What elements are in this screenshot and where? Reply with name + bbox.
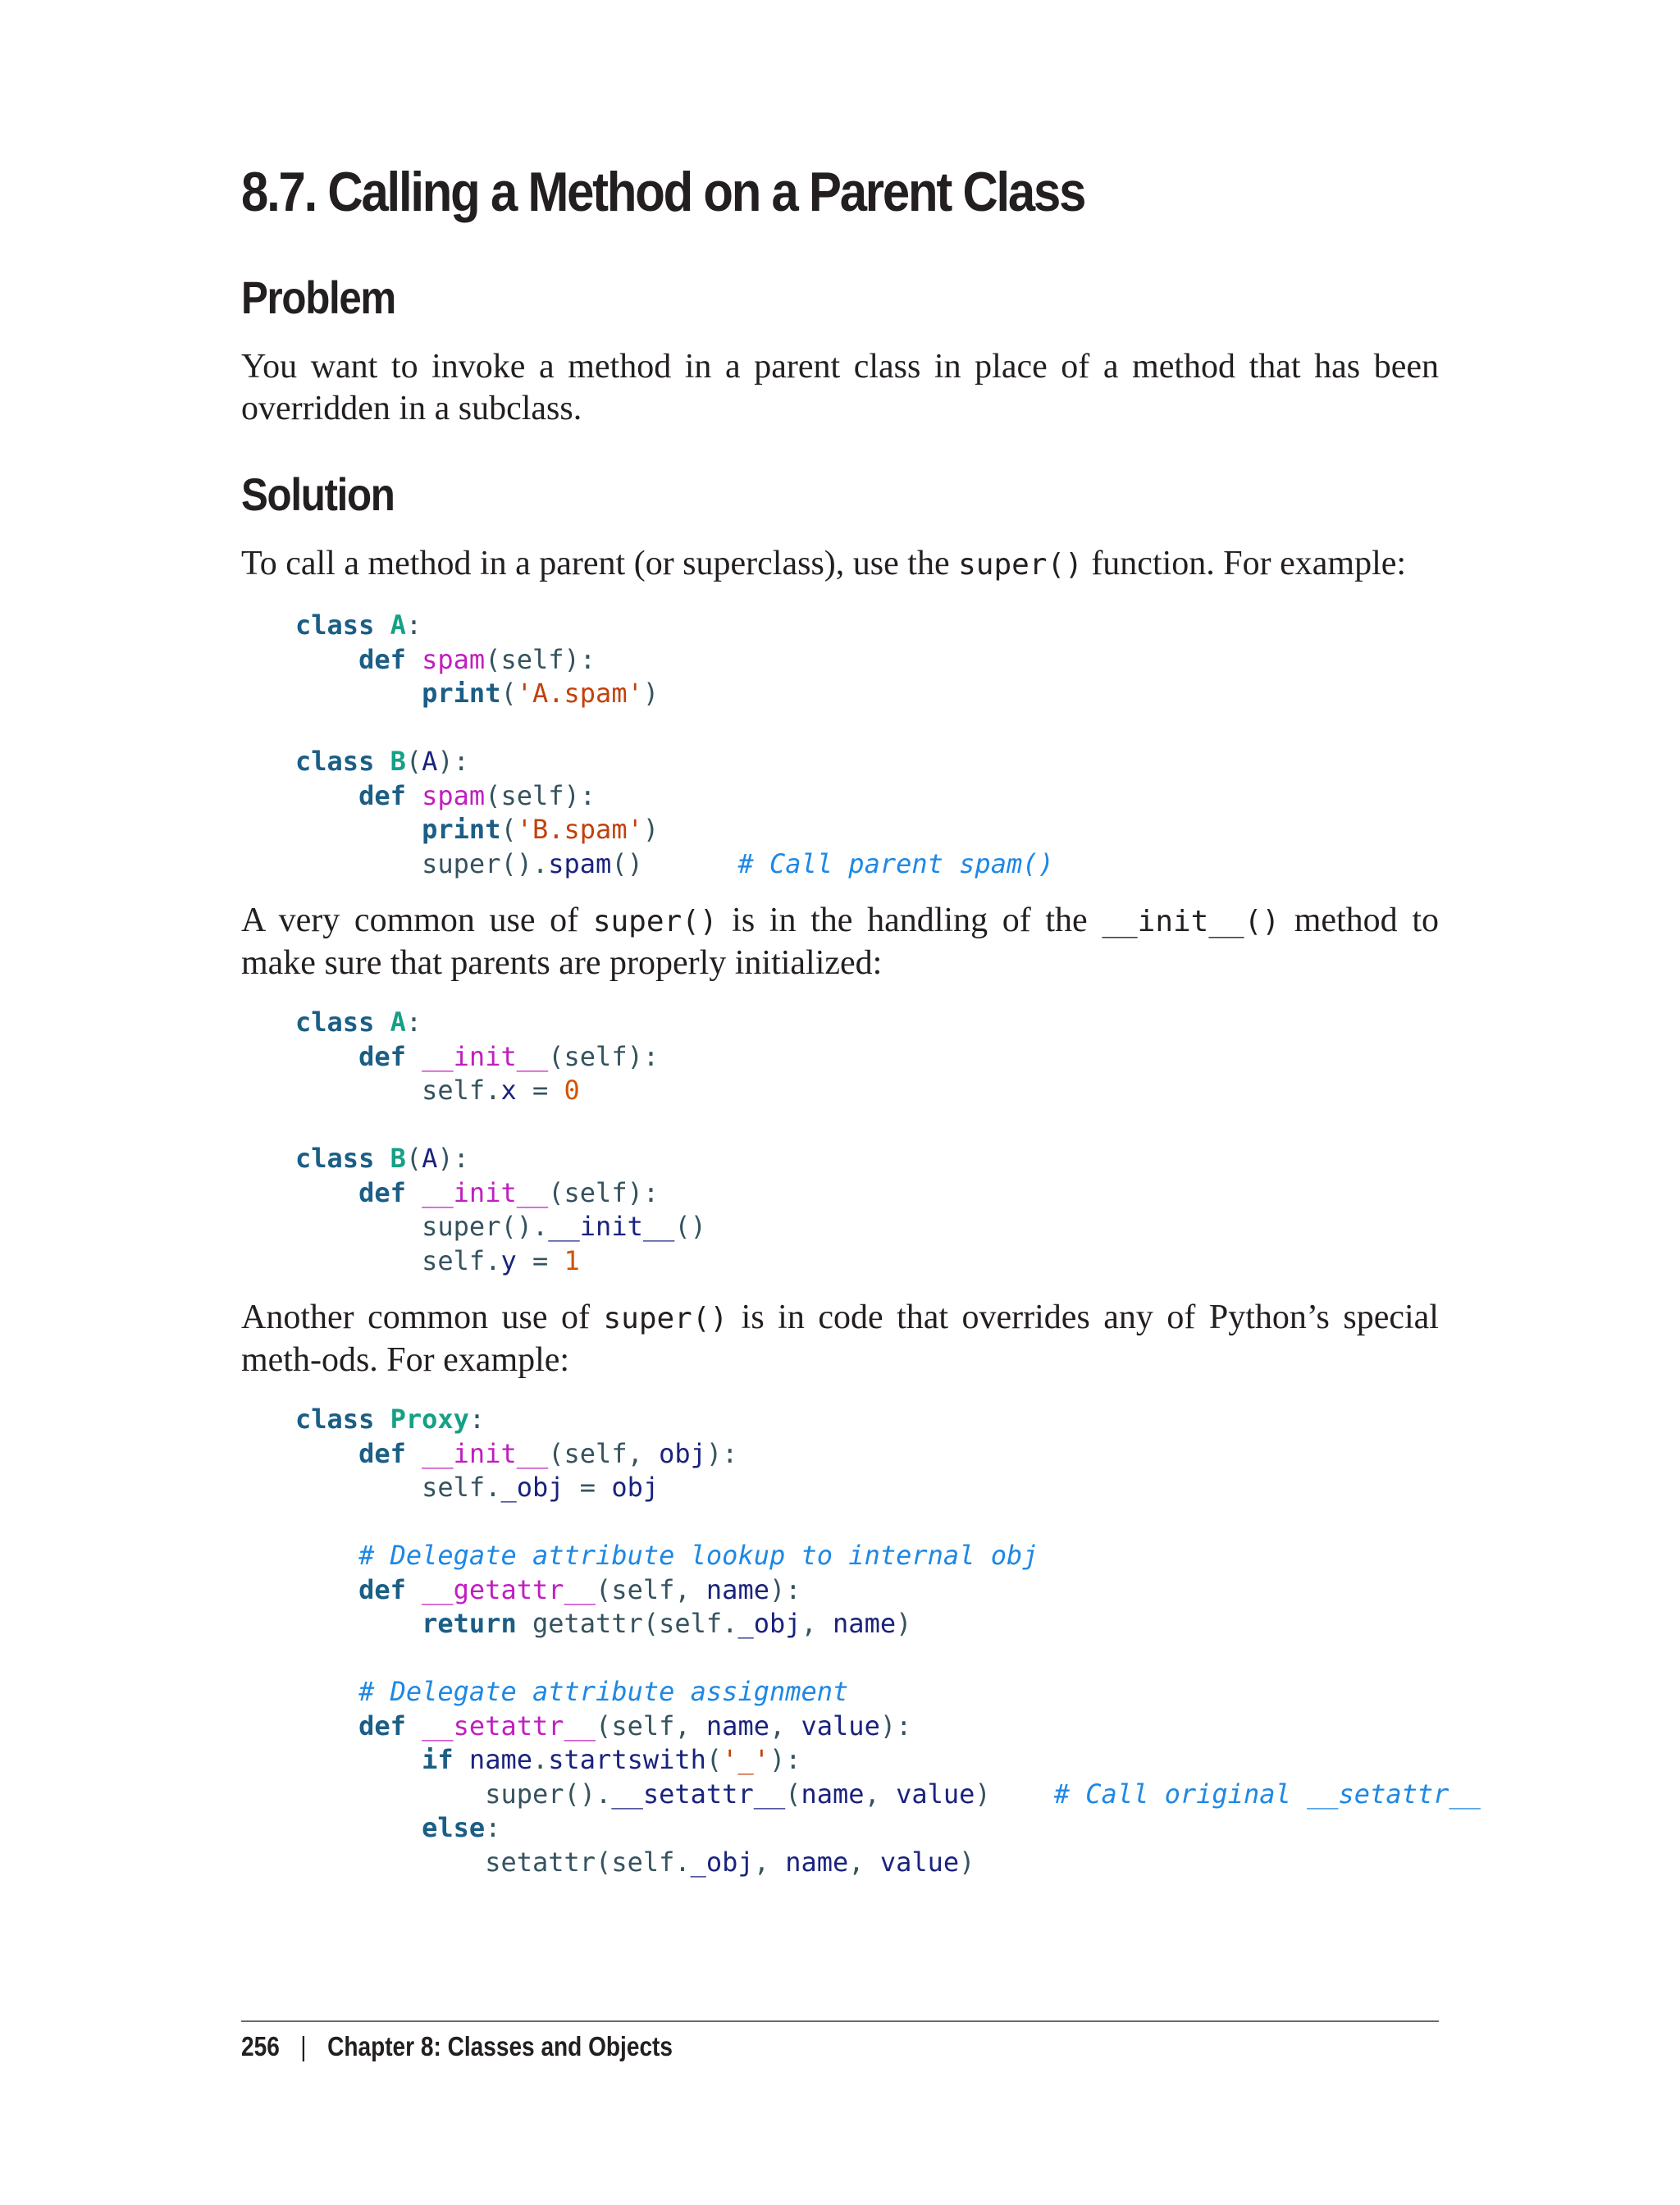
code-line: class A: — [295, 609, 422, 641]
code-line: def __getattr__(self, name): — [358, 1573, 801, 1605]
code-line: class A: — [295, 1007, 422, 1038]
problem-heading: Problem — [241, 272, 395, 323]
problem-text: You want to invoke a method in a parent class in place of a method that has been overridden in a subclass. — [241, 348, 1439, 427]
code-line: class B(A): — [295, 746, 469, 777]
section-title: 8.7. Calling a Method on a Parent Class — [241, 161, 1085, 223]
code-line: def __init__(self): — [358, 1176, 660, 1208]
inline-code: __init__() — [1102, 905, 1281, 938]
code-line: # Delegate attribute assignment — [358, 1676, 849, 1707]
code-line: if name.startswith('_'): — [422, 1744, 801, 1775]
code-line: print('B.spam') — [422, 814, 660, 845]
inline-code: super() — [603, 1302, 728, 1335]
code-line: def __init__(self, obj): — [358, 1437, 738, 1469]
solution-heading: Solution — [241, 468, 395, 520]
code-line: print('A.spam') — [422, 678, 660, 709]
chapter-title: Chapter 8: Classes and Objects — [327, 2031, 673, 2061]
code-line: super().spam() # Call parent spam() — [422, 847, 1054, 879]
code-block-1 — [295, 609, 1054, 881]
code-line: # Delegate attribute lookup to internal obj — [358, 1540, 1039, 1571]
code-line: setattr(self._obj, name, value) — [485, 1846, 975, 1878]
code-line: self.y = 1 — [422, 1244, 580, 1276]
footer-rule — [241, 2020, 1439, 2022]
footer-separator: | — [300, 2031, 307, 2061]
code-line: def __setattr__(self, name, value): — [358, 1710, 912, 1742]
page-number: 256 — [241, 2031, 280, 2061]
inline-code: super() — [958, 548, 1083, 582]
code-line: def spam(self): — [358, 779, 596, 811]
code-line — [295, 1505, 1481, 1540]
code-block-2 — [295, 1006, 706, 1278]
code-line: self.x = 0 — [422, 1075, 580, 1106]
code-line: class Proxy: — [295, 1404, 486, 1435]
solution-paragraph-2: A very common use of super() is in the handling of the __init__() method to make sure that parents are properly initialized: — [241, 902, 1439, 982]
solution-paragraph-3: Another common use of super() is in code that overrides any of Python’s special meth-ods. For example: — [241, 1299, 1439, 1379]
code-line: def spam(self): — [358, 643, 596, 675]
code-line: super().__init__() — [422, 1211, 706, 1242]
code-line: return getattr(self._obj, name) — [422, 1608, 912, 1639]
inline-code: super() — [592, 905, 718, 938]
code-line: class B(A): — [295, 1143, 469, 1174]
page-footer — [241, 2031, 673, 2062]
code-line: def __init__(self): — [358, 1040, 660, 1072]
solution-intro: To call a method in a parent (or superclass), use the super() function. For example: — [241, 545, 1407, 582]
code-line: self._obj = obj — [422, 1472, 660, 1503]
code-line: else: — [422, 1812, 501, 1843]
code-line — [295, 1108, 706, 1143]
code-line: super().__setattr__(name, value) # Call original __setattr__ — [485, 1778, 1481, 1810]
code-line — [295, 1641, 1481, 1676]
code-line — [295, 711, 1054, 746]
code-block-3 — [295, 1403, 1481, 1879]
